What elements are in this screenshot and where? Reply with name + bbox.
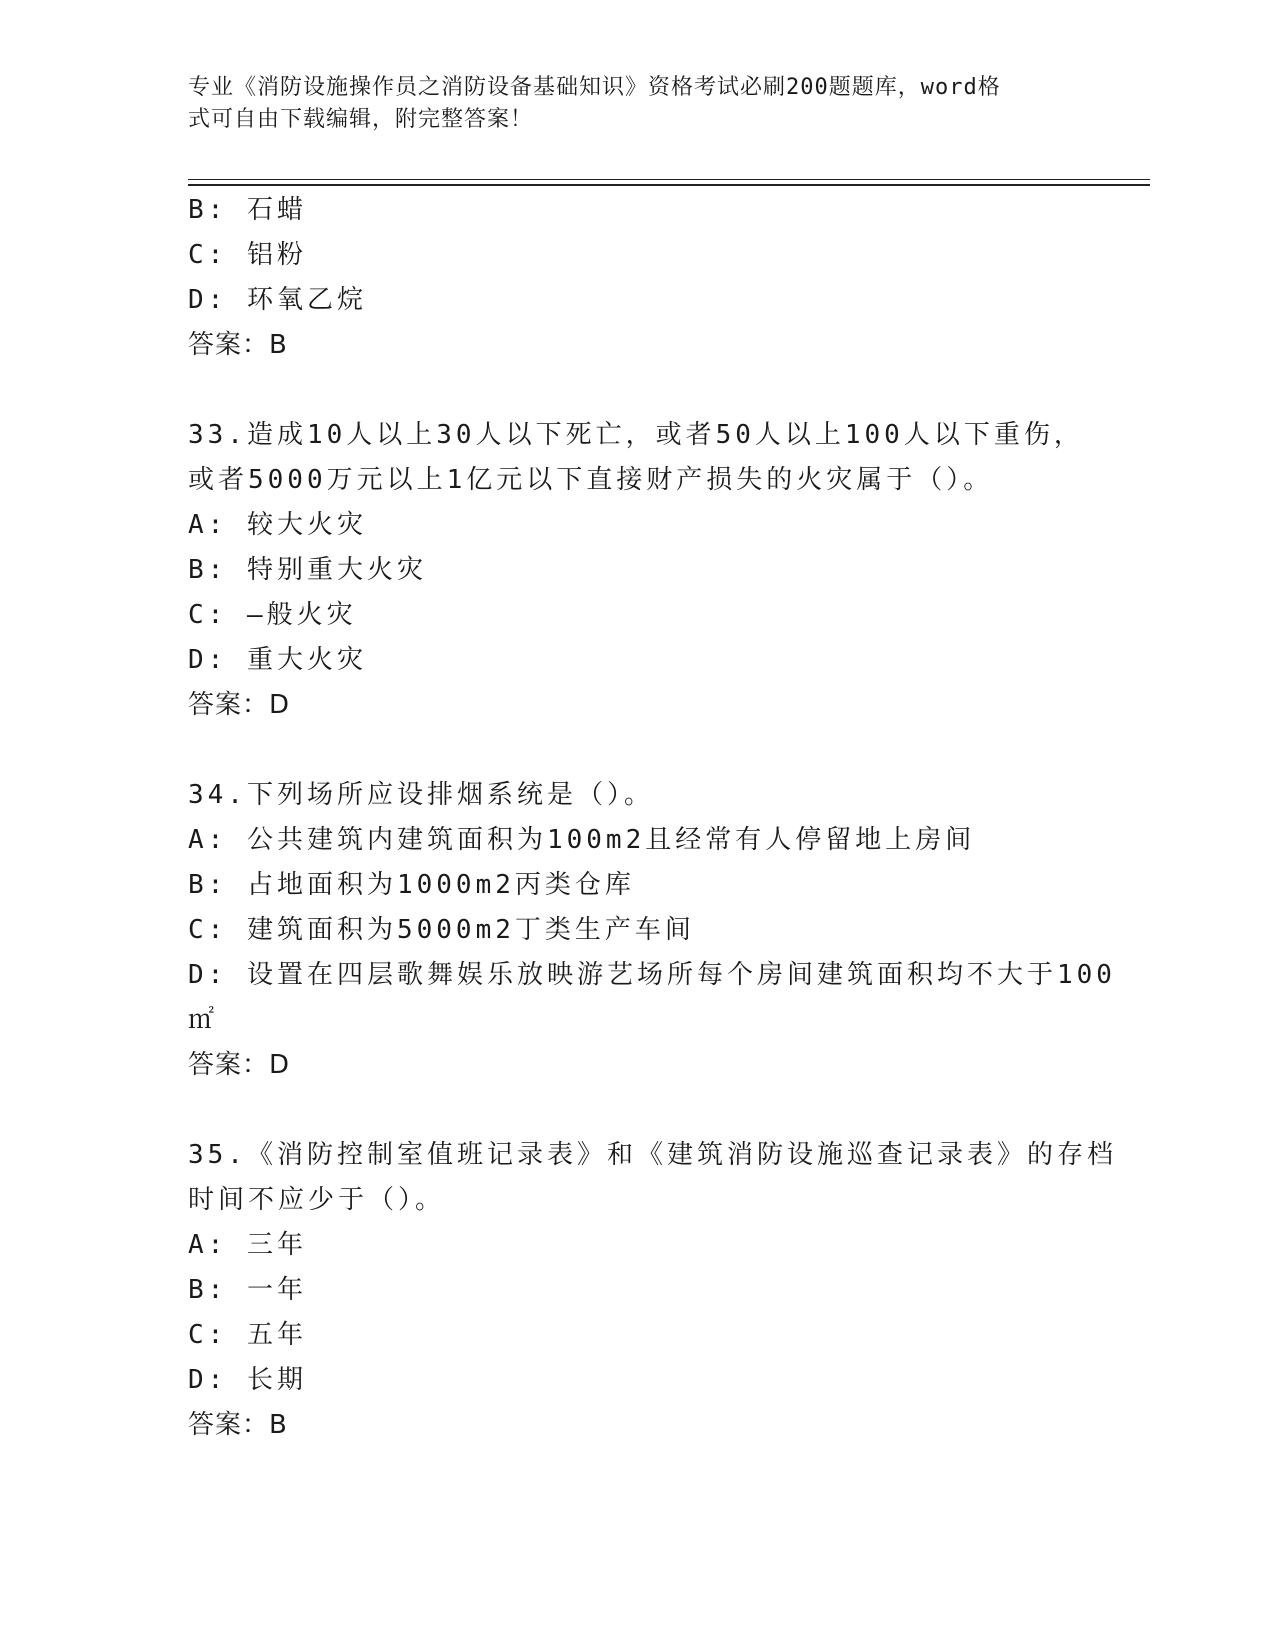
q35-option-b: B: 一年 bbox=[188, 1275, 307, 1305]
q34-option-b: B: 占地面积为1000m2丙类仓库 bbox=[188, 870, 635, 900]
q34-option-a: A: 公共建筑内建筑面积为100m2且经常有人停留地上房间 bbox=[188, 825, 976, 855]
q34-stem: 34.下列场所应设排烟系统是（）。 bbox=[188, 780, 654, 810]
q32-option-d: D: 环氧乙烷 bbox=[188, 285, 367, 315]
q35-stem-line-2: 时间不应少于（）。 bbox=[188, 1185, 446, 1215]
q34-answer: 答案：D bbox=[188, 1050, 291, 1080]
q35-option-c: C: 五年 bbox=[188, 1320, 307, 1350]
q33-option-d: D: 重大火灾 bbox=[188, 645, 367, 675]
q32-option-c: C: 铝粉 bbox=[188, 240, 307, 270]
q32-answer: 答案：B bbox=[188, 330, 288, 360]
q34-option-d-line-2: ㎡ bbox=[188, 1005, 219, 1035]
header-divider-thin bbox=[188, 179, 1150, 180]
document-header bbox=[188, 72, 1068, 136]
q33-stem-line-2: 或者5000万元以上1亿元以下直接财产损失的火灾属于（）。 bbox=[188, 465, 994, 495]
q35-option-a: A: 三年 bbox=[188, 1230, 307, 1260]
header-line-2: 式可自由下载编辑，附完整答案！ bbox=[188, 107, 534, 132]
q33-option-b: B: 特别重大火灾 bbox=[188, 555, 427, 585]
q33-answer: 答案：D bbox=[188, 690, 291, 720]
q34-option-c: C: 建筑面积为5000m2丁类生产车间 bbox=[188, 915, 695, 945]
header-line-1: 专业《消防设施操作员之消防设备基础知识》资格考试必刷200题题库，word格 bbox=[188, 75, 1001, 100]
header-divider-thick bbox=[188, 184, 1150, 186]
q35-stem-line-1: 35.《消防控制室值班记录表》和《建筑消防设施巡查记录表》的存档 bbox=[188, 1140, 1117, 1170]
q34-option-d-line-1: D: 设置在四层歌舞娱乐放映游艺场所每个房间建筑面积均不大于100 bbox=[188, 960, 1116, 990]
q35-answer: 答案：B bbox=[188, 1410, 288, 1440]
q32-option-b: B: 石蜡 bbox=[188, 195, 307, 225]
q35-option-d: D: 长期 bbox=[188, 1365, 307, 1395]
q33-stem-line-1: 33.造成10人以上30人以下死亡，或者50人以上100人以下重伤， bbox=[188, 420, 1084, 450]
q33-option-a: A: 较大火灾 bbox=[188, 510, 367, 540]
q33-option-c: C: —般火灾 bbox=[188, 600, 357, 630]
